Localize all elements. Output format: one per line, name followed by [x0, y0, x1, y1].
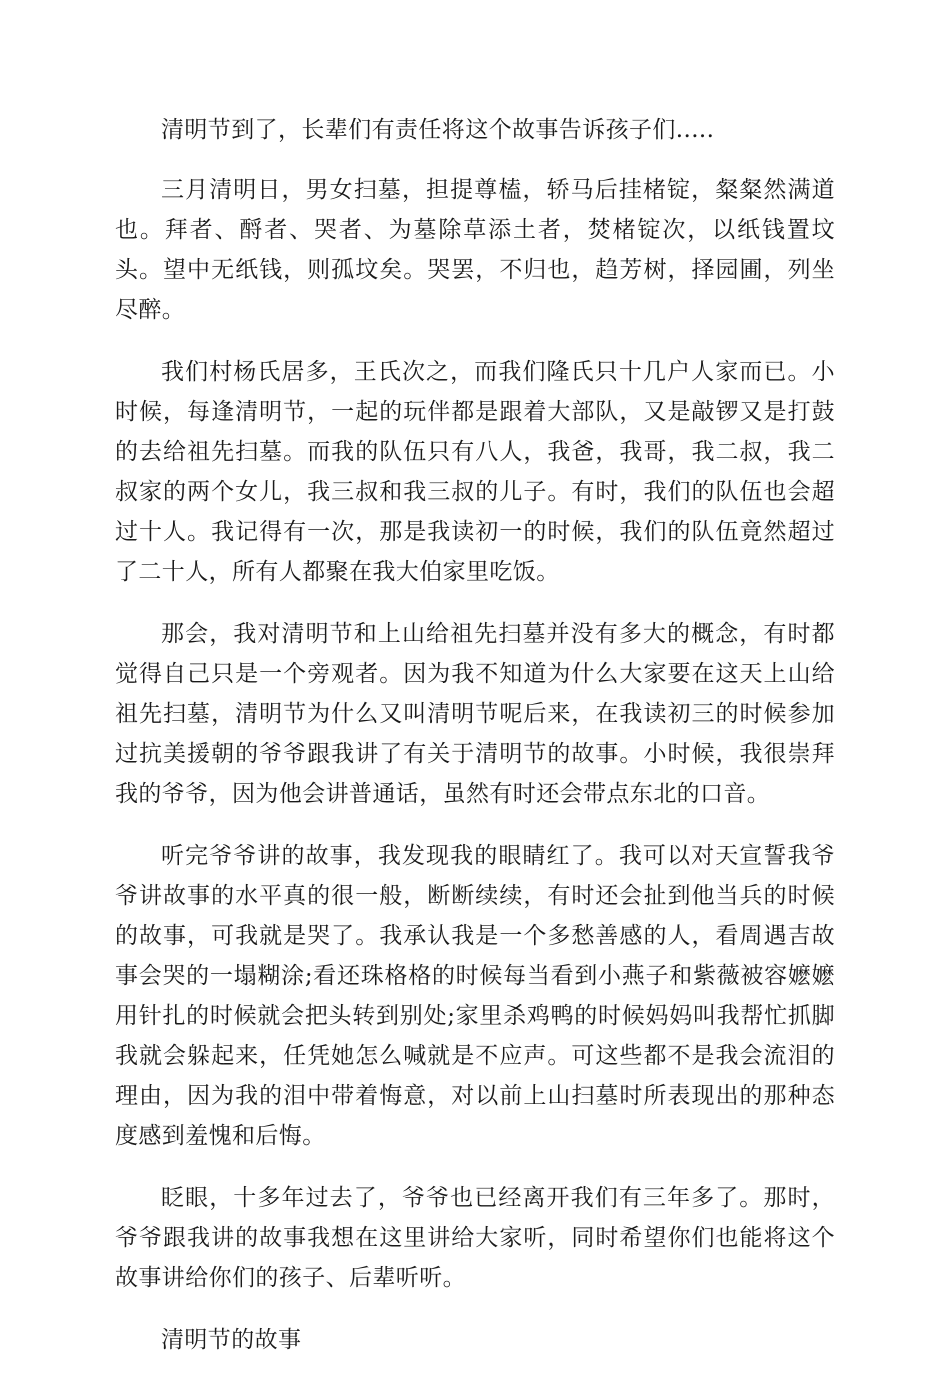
- paragraph-classical-quote: 三月清明日，男女扫墓，担提尊榼，轿马后挂楮锭，粲粲然满道也。拜者、酹者、哭者、为墓除草添土者，焚楮锭次，以纸钱置坟头。望中无纸钱，则孤坟矣。哭罢，不归也，趋芳树，择园圃，列坐尽醉。: [115, 177, 835, 323]
- document-body: [115, 110, 835, 1382]
- paragraph-years-later: 眨眼，十多年过去了，爷爷也已经离开我们有三年多了。那时，爷爷跟我讲的故事我想在这里讲给大家听，同时希望你们也能将这个故事讲给你们的孩子、后辈听听。: [115, 1185, 835, 1291]
- paragraph-village: 我们村杨氏居多，王氏次之，而我们隆氏只十几户人家而已。小时候，每逢清明节，一起的玩伴都是跟着大部队，又是敲锣又是打鼓的去给祖先扫墓。而我的队伍只有八人，我爸，我哥，我二叔，我二叔家的两个女儿，我三叔和我三叔的儿子。有时，我们的队伍也会超过十人。我记得有一次，那是我读初一的时候，我们的队伍竟然超过了二十人，所有人都聚在我大伯家里吃饭。: [115, 359, 835, 585]
- paragraph-grandfather: 那会，我对清明节和上山给祖先扫墓并没有多大的概念，有时都觉得自己只是一个旁观者。因为我不知道为什么大家要在这天上山给祖先扫墓，清明节为什么又叫清明节呢后来，在我读初三的时候参加过抗美援朝的爷爷跟我讲了有关于清明节的故事。小时候，我很崇拜我的爷爷，因为他会讲普通话，虽然有时还会带点东北的口音。: [115, 621, 835, 807]
- paragraph-intro: 清明节到了，长辈们有责任将这个故事告诉孩子们.....: [161, 117, 715, 143]
- paragraph-tears: 听完爷爷讲的故事，我发现我的眼睛红了。我可以对天宣誓我爷爷讲故事的水平真的很一般，断断续续，有时还会扯到他当兵的时候的故事，可我就是哭了。我承认我是一个多愁善感的人，看周遇吉故事会哭的一塌糊涂;看还珠格格的时候每当看到小燕子和紫薇被容嬷嬷用针扎的时候就会把头转到别处;家里杀鸡鸭的时候妈妈叫我帮忙抓脚我就会躲起来，任凭她怎么喊就是不应声。可这些都不是我会流泪的理由，因为我的泪中带着悔意，对以前上山扫墓时所表现出的那种态度感到羞愧和后悔。: [115, 843, 835, 1149]
- section-heading: 清明节的故事: [161, 1327, 302, 1353]
